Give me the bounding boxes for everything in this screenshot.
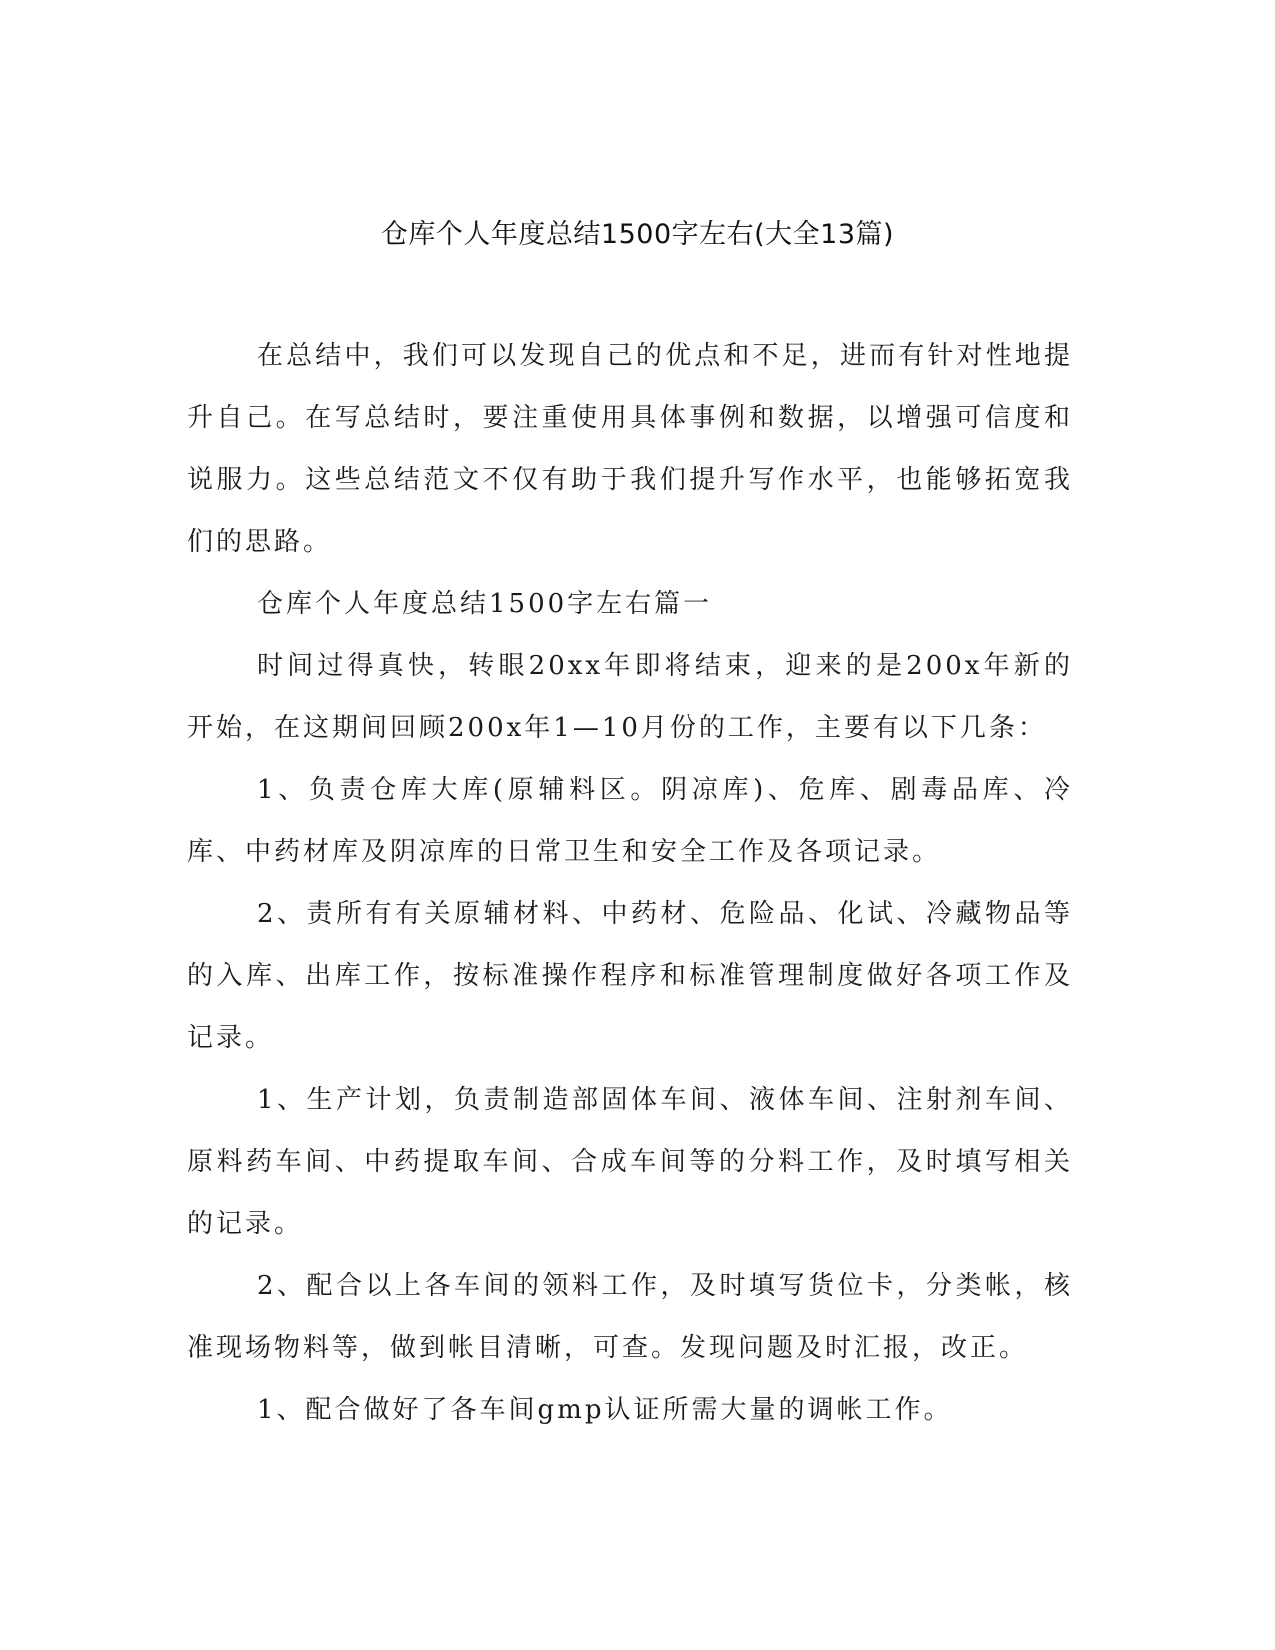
paragraph-item-5: 1、配合做好了各车间gmp认证所需大量的调帐工作。 <box>257 1395 953 1425</box>
section-heading-part-one: 仓库个人年度总结1500字左右篇一 <box>257 589 713 619</box>
paragraph-opening: 时间过得真快，转眼20xx年即将结束，迎来的是200x年新的开始，在这期间回顾200x年1—10月份的工作，主要有以下几条： <box>187 651 1073 743</box>
paragraph-item-3: 1、生产计划，负责制造部固体车间、液体车间、注射剂车间、原料药车间、中药提取车间、合成车间等的分料工作，及时填写相关的记录。 <box>187 1085 1073 1239</box>
paragraph-item-2: 2、责所有有关原辅材料、中药材、危险品、化试、冷藏物品等的入库、出库工作，按标准操作程序和标准管理制度做好各项工作及记录。 <box>187 899 1073 1053</box>
document-body <box>187 325 1073 1441</box>
paragraph-item-4: 2、配合以上各车间的领料工作，及时填写货位卡，分类帐，核准现场物料等，做到帐目清晰，可查。发现问题及时汇报，改正。 <box>187 1271 1073 1363</box>
paragraph-intro: 在总结中，我们可以发现自己的优点和不足，进而有针对性地提升自己。在写总结时，要注重使用具体事例和数据，以增强可信度和说服力。这些总结范文不仅有助于我们提升写作水平，也能够拓宽我们的思路。 <box>187 341 1073 557</box>
paragraph-item-1: 1、负责仓库大库(原辅料区。阴凉库)、危库、剧毒品库、冷库、中药材库及阴凉库的日常卫生和安全工作及各项记录。 <box>187 775 1073 867</box>
document-title: 仓库个人年度总结1500字左右(大全13篇) <box>380 219 895 250</box>
